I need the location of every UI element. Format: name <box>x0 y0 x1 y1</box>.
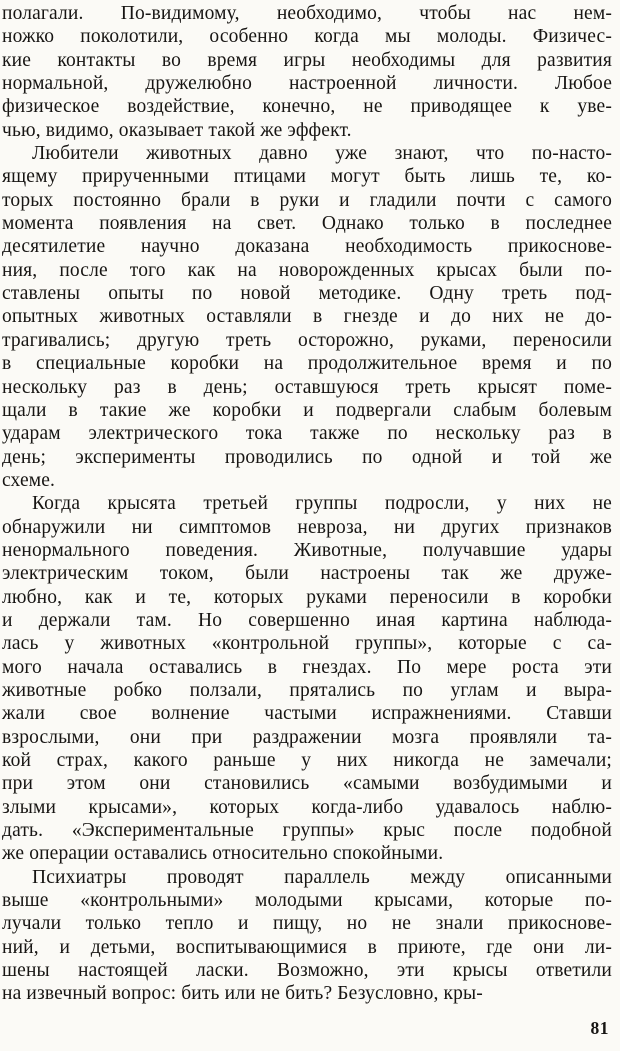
text-line: шены настоящей ласки. Возможно, эти крысы ответили <box>2 960 612 982</box>
paragraph <box>2 2 612 142</box>
paragraph <box>2 492 612 866</box>
text-line: на извечный вопрос: бить или не бить? Безусловно, кры- <box>2 983 483 1005</box>
text-line: и держали там. Но совершенно иная картина наблюда- <box>2 609 612 631</box>
text-line: любно, как и те, которых руками переносили в коробки <box>2 586 612 608</box>
text-line: жали свое волнение частыми испражнениями. Ставши <box>2 703 612 725</box>
text-line: же операции оставались относительно спокойными. <box>2 843 444 865</box>
text-line: выше «контрольными» молодыми крысами, которые по- <box>2 890 612 912</box>
text-line: в специальные коробки на продолжительное время и по <box>2 353 612 375</box>
text-line: ставлены опыты по новой методике. Одну треть под- <box>2 283 612 305</box>
text-line: полагали. По-видимому, необходимо, чтобы нас нем- <box>2 3 612 24</box>
text-line: нескольку раз в день; оставшуюся треть крысят поме- <box>2 376 612 398</box>
text-line: щали в такие же коробки и подвергали слабым болевым <box>2 399 612 421</box>
text-line: Любители животных давно уже знают, что по-насто- <box>32 143 612 165</box>
text-line: десятилетие научно доказана необходимость прикоснове- <box>2 236 612 258</box>
text-line: ударам электрического тока также по нескольку раз в <box>2 423 612 445</box>
text-line: лучали только тепло и пищу, но не знали прикоснове- <box>2 913 612 935</box>
text-line: момента появления на свет. Однако только в последнее <box>2 213 612 235</box>
text-line: злыми крысами», которых когда-либо удавалось наблю- <box>2 796 612 818</box>
text-line: ний, и детьми, воспитывающимися в приюте, где они ли- <box>2 936 612 958</box>
text-line: трагивались; другую треть осторожно, руками, переносили <box>2 329 612 351</box>
text-line: дать. «Экспериментальные группы» крыс после подобной <box>2 820 612 842</box>
text-line: торых постоянно брали в руки и гладили почти с самого <box>2 189 612 211</box>
paragraph <box>2 142 612 492</box>
page-number: 81 <box>590 1018 609 1038</box>
text-line: день; эксперименты проводились по одной и той же <box>2 446 612 468</box>
text-line: ножко поколотили, особенно когда мы молоды. Физичес- <box>2 26 612 48</box>
text-line: схеме. <box>2 469 56 491</box>
text-line: Когда крысята третьей группы подросли, у них не <box>32 493 612 515</box>
text-line: мого начала оставались в гнездах. По мере роста эти <box>2 656 612 678</box>
text-line: кие контакты во время игры необходимы для развития <box>2 49 612 71</box>
text-line: нормальной, дружелюбно настроенной личности. Любое <box>2 73 612 95</box>
text-line: взрослыми, они при раздражении мозга проявляли та- <box>2 726 612 748</box>
text-line: кой страх, какого раньше у них никогда не замечали; <box>2 750 612 771</box>
text-line: Психиатры проводят параллель между описанными <box>32 866 612 888</box>
text-line: ния, после того как на новорожденных крысах были по- <box>2 259 612 281</box>
text-line: обнаружили ни симптомов невроза, ни других признаков <box>2 516 612 538</box>
text-line: чью, видимо, оказывает такой же эффект. <box>2 119 352 141</box>
paragraph <box>2 866 612 1006</box>
text-line: ненормального поведения. Животные, получавшие удары <box>2 539 612 561</box>
text-line: физическое воздействие, конечно, не приводящее к уве- <box>2 96 612 118</box>
text-line: лась у животных «контрольной группы», которые с са- <box>2 633 612 655</box>
text-line: опытных животных оставляли в гнезде и до них не до- <box>2 306 612 328</box>
page-text <box>2 2 612 1006</box>
text-line: электрическим током, были настроены так же друже- <box>2 563 612 585</box>
text-line: при этом они становились «самыми возбудимыми и <box>2 773 612 795</box>
text-line: ящему прирученными птицами могут быть лишь те, ко- <box>2 166 612 188</box>
text-line: животные робко ползали, прятались по углам и выра- <box>2 679 612 701</box>
